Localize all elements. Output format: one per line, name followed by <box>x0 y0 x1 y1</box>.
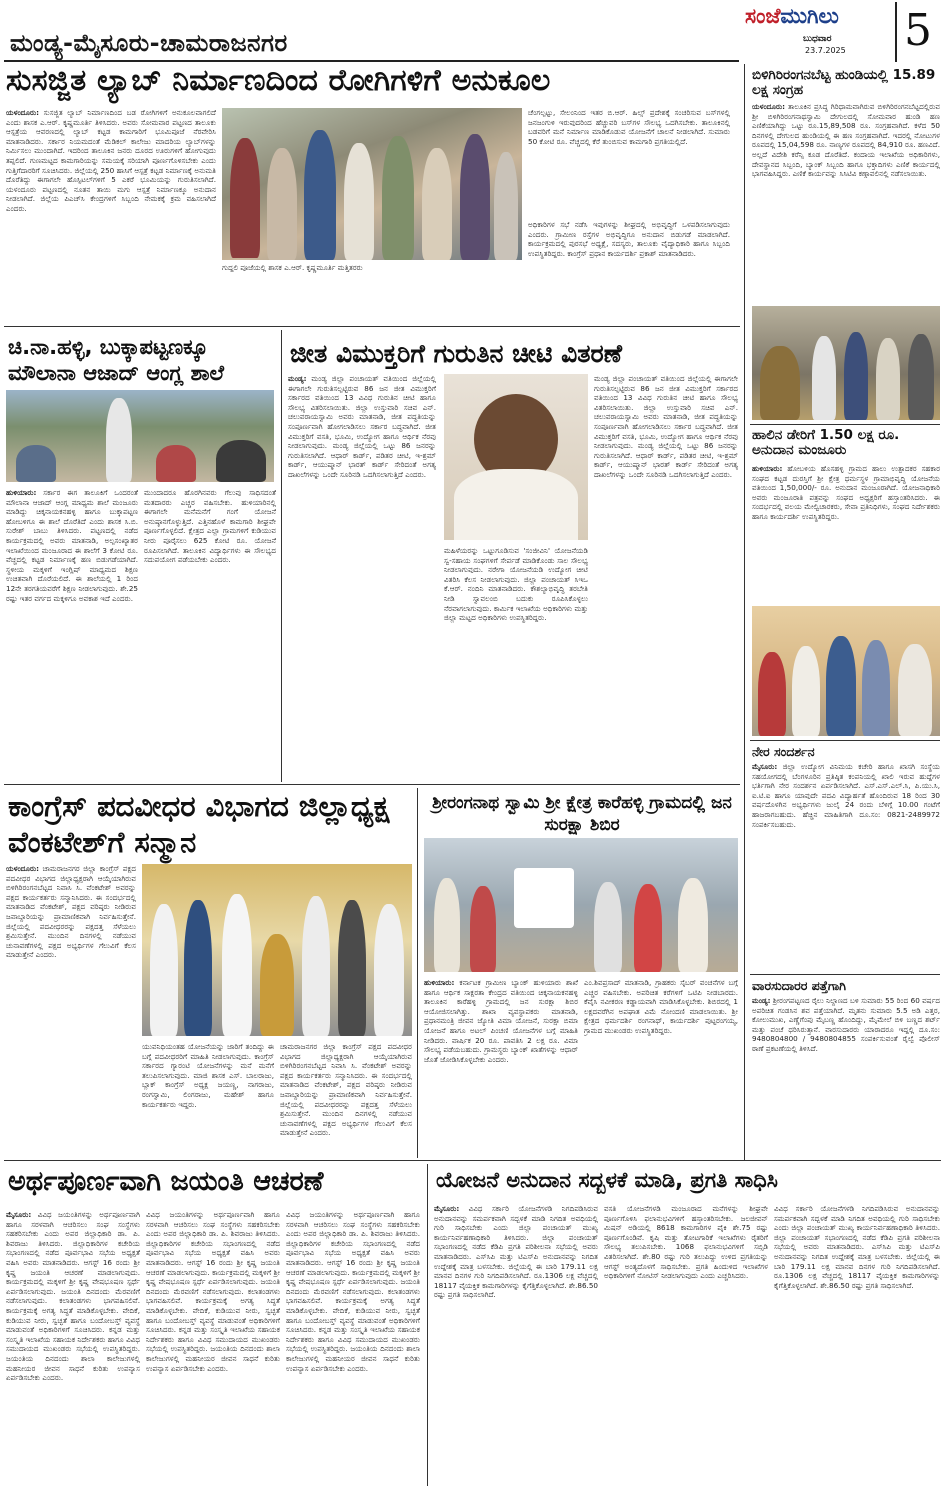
congress-dateline: ಯಳಂದೂರು: <box>6 864 39 873</box>
brief-dairy-text <box>752 464 940 604</box>
camp-body-col2 <box>584 978 738 1154</box>
page-number: 5 <box>895 2 939 62</box>
issue-date: 23.7.2025 <box>805 46 846 55</box>
yojane-body-col2 <box>604 1204 768 1486</box>
rule <box>750 424 940 425</box>
jeeta-dateline: ಮಂಡ್ಯ: <box>288 374 307 383</box>
camp-dateline: ಹುಳಿಯಾರು: <box>424 978 455 987</box>
jayanti-body-col2 <box>146 1210 280 1486</box>
jeeta-body: ಮಂಡ್ಯ ಜಿಲ್ಲಾ ಪಂಚಾಯತ್ ವತಿಯಿಂದ ಜಿಲ್ಲೆಯಲ್ಲಿ ಈಗಾಗಲೇ ಗುರುತಿಸಲ್ಪಟ್ಟಿರುವ 86 ಜನ ಜೀತ ವಿಮುಕ್ತರಿಗೆ ಸರ್ಕಾರದ ವತಿಯಿಂದ 13 ವಿವಿಧ ಗುರುತಿನ ಚೀಟಿ ಹಾಗೂ ಸೌಲಭ್ಯ ವಿತರಿಸಲಾಯಿತು. ಜಿಲ್ಲಾ ಉಸ್ತುವಾರಿ ಸಚಿವ ಎನ್. ಚಲುವರಾಯಸ್ವಾಮಿ ಅವರು ಮಾತನಾಡಿ, ಜೀತ ಪದ್ಧತಿಯನ್ನು ಸಂಪೂರ್ಣವಾಗಿ ಹೋಗಲಾಡಿಸಲು ಸರ್ಕಾರ ಬದ್ಧವಾಗಿದೆ. ಜೀತ ವಿಮುಕ್ತರಿಗೆ ವಸತಿ, ಭೂಮಿ, ಉದ್ಯೋಗ ಹಾಗೂ ಆರ್ಥಿಕ ನೆರವು ನೀಡಲಾಗುವುದು. ಮಂಡ್ಯ ಜಿಲ್ಲೆಯಲ್ಲಿ ಒಟ್ಟು 86 ಜನರನ್ನು ಗುರುತಿಸಲಾಗಿದೆ. ಆಧಾರ್ ಕಾರ್ಡ್, ಪಡಿತರ ಚೀಟಿ, ಇ-ಶ್ರಮ್ ಕಾರ್ಡ್, ಆಯುಷ್ಮಾನ್ ಭಾರತ್ ಕಾರ್ಡ್ ಸೇರಿದಂತೆ ಅಗತ್ಯ ದಾಖಲೆಗಳನ್ನು ಒಂದೇ ಸೂರಿನಡಿ ಒದಗಿಸಲಾಗುತ್ತಿದೆ ಎಂದರು. <box>288 374 436 479</box>
yojane-dateline: ಮೈಸೂರು: <box>434 1204 460 1213</box>
jayanti-body-3: ವಿವಿಧ ಜಯಂತಿಗಳನ್ನು ಅರ್ಥಪೂರ್ಣವಾಗಿ ಹಾಗೂ ಸರಳವಾಗಿ ಆಚರಿಸಲು ಸಂಘ ಸಂಸ್ಥೆಗಳು ಸಹಕರಿಸಬೇಕು ಎಂದು ಅಪರ ಜಿಲ್ಲಾಧಿಕಾರಿ ಡಾ. ಪಿ. ಶಿವರಾಜು ತಿಳಿಸಿದರು. ಜಿಲ್ಲಾಧಿಕಾರಿಗಳ ಕಚೇರಿಯ ಸಭಾಂಗಣದಲ್ಲಿ ನಡೆದ ಪೂರ್ವಭಾವಿ ಸಭೆಯ ಅಧ್ಯಕ್ಷತೆ ವಹಿಸಿ ಅವರು ಮಾತನಾಡಿದರು. ಆಗಸ್ಟ್ 16 ರಂದು ಶ್ರೀ ಕೃಷ್ಣ ಜಯಂತಿ ಆಚರಣೆ ಮಾಡಲಾಗುವುದು. ಕಾರ್ಯಕ್ರಮದಲ್ಲಿ ಮಕ್ಕಳಿಗೆ ಶ್ರೀ ಕೃಷ್ಣ ವೇಷಭೂಷಣ ಸ್ಪರ್ಧೆ ಏರ್ಪಡಿಸಲಾಗುವುದು. ಜಯಂತಿ ದಿನದಂದು ಮೆರವಣಿಗೆ ನಡೆಸಲಾಗುವುದು. ಕಲಾತಂಡಗಳು ಭಾಗವಹಿಸಲಿವೆ. ಕಾರ್ಯಕ್ರಮಕ್ಕೆ ಅಗತ್ಯ ಸಿದ್ಧತೆ ಮಾಡಿಕೊಳ್ಳಬೇಕು. ವೇದಿಕೆ, ಕುಡಿಯುವ ನೀರು, ಸ್ವಚ್ಛತೆ ಹಾಗೂ ಬಂದೋಬಸ್ತ್ ವ್ಯವಸ್ಥೆ ಮಾಡುವಂತೆ ಅಧಿಕಾರಿಗಳಿಗೆ ಸೂಚಿಸಿದರು. ಕನ್ನಡ ಮತ್ತು ಸಂಸ್ಕೃತಿ ಇಲಾಖೆಯ ಸಹಾಯಕ ನಿರ್ದೇಶಕರು ಹಾಗೂ ವಿವಿಧ ಸಮುದಾಯದ ಮುಖಂಡರು ಸಭೆಯಲ್ಲಿ ಉಪಸ್ಥಿತರಿದ್ದರು. ಜಯಂತಿಯ ದಿನದಂದು ಶಾಲಾ ಕಾಲೇಜುಗಳಲ್ಲಿ ಮಹನೀಯರ ಜೀವನ ಸಾಧನೆ ಕುರಿತು ಉಪನ್ಯಾಸ ಏರ್ಪಡಿಸಬೇಕು ಎಂದರು. <box>286 1210 420 1373</box>
jayanti-body-col3 <box>286 1210 420 1486</box>
logo-part-1: ಸಂಜೆ <box>745 4 781 28</box>
camp-body: ಕರ್ನಾಟಕ ಗ್ರಾಮೀಣ ಬ್ಯಾಂಕ್ ಹುಳಿಯಾರು ಶಾಖೆ ಹಾಗೂ ಆರ್ಥಿಕ ಸಾಕ್ಷರತಾ ಕೇಂದ್ರದ ವತಿಯಿಂದ ಚಿಕ್ಕನಾಯಕನಹಳ್ಳಿ ತಾಲೂಕಿನ ಕಾರೆಹಳ್ಳಿ ಗ್ರಾಮದಲ್ಲಿ ಜನ ಸುರಕ್ಷಾ ಶಿಬಿರ ಆಯೋಜಿಸಲಾಗಿತ್ತು. ಶಾಖಾ ವ್ಯವಸ್ಥಾಪಕರು ಮಾತನಾಡಿ, ಪ್ರಧಾನಮಂತ್ರಿ ಜೀವನ ಜ್ಯೋತಿ ವಿಮಾ ಯೋಜನೆ, ಸುರಕ್ಷಾ ಬಿಮಾ ಯೋಜನೆ ಹಾಗೂ ಅಟಲ್ ಪಿಂಚಣಿ ಯೋಜನೆಗಳ ಬಗ್ಗೆ ಮಾಹಿತಿ ನೀಡಿದರು. ವಾರ್ಷಿಕ 20 ರೂ. ಪಾವತಿಸಿ 2 ಲಕ್ಷ ರೂ. ವಿಮಾ ಸೌಲಭ್ಯ ಪಡೆಯಬಹುದು. ಗ್ರಾಮಸ್ಥರು ಬ್ಯಾಂಕ್ ಖಾತೆಗಳನ್ನು ಆಧಾರ್ ಜೊತೆ ಜೋಡಿಸಿಕೊಳ್ಳಬೇಕು ಎಂದರು. <box>424 978 578 1064</box>
jayanti-body-col1 <box>6 1210 140 1486</box>
school-body: ಸರ್ಕಾರ ಈಗ ತಾಲೂಕಿಗೆ ಒಂದರಂತೆ ಮೌಲಾನಾ ಆಜಾದ್ ಆಂಗ್ಲ ಮಾಧ್ಯಮ ಶಾಲೆ ಮಂಜೂರು ಮಾಡಿದ್ದು ಚಿಕ್ಕನಾಯಕನಹಳ್ಳಿ ಹಾಗೂ ಬುಕ್ಕಾಪಟ್ಟಣ ಹೋಬಳಿಗೂ ಈ ಶಾಲೆ ದೊರೆತಿದೆ ಎಂದು ಶಾಸಕ ಸಿ.ಬಿ. ಸುರೇಶ್ ಬಾಬು ತಿಳಿಸಿದರು. ಪಟ್ಟಣದಲ್ಲಿ ನಡೆದ ಕಾರ್ಯಕ್ರಮದಲ್ಲಿ ಅವರು ಮಾತನಾಡಿ, ಅಲ್ಪಸಂಖ್ಯಾತರ ಇಲಾಖೆಯಿಂದ ಮಂಜೂರಾದ ಈ ಶಾಲೆಗೆ 3 ಕೋಟಿ ರೂ. ವೆಚ್ಚದಲ್ಲಿ ಕಟ್ಟಡ ನಿರ್ಮಾಣಕ್ಕೆ ಹಣ ಬಿಡುಗಡೆಯಾಗಿದೆ. ಸ್ಥಳೀಯ ಮಕ್ಕಳಿಗೆ ಇಂಗ್ಲಿಷ್ ಮಾಧ್ಯಮದ ಶಿಕ್ಷಣ ಉಚಿತವಾಗಿ ದೊರೆಯಲಿದೆ. ಈ ಶಾಲೆಯಲ್ಲಿ 1 ರಿಂದ 12ನೇ ತರಗತಿಯವರೆಗೆ ಶಿಕ್ಷಣ ನೀಡಲಾಗುವುದು. ಶೇ.25 ರಷ್ಟು ಇತರ ವರ್ಗದ ಮಕ್ಕಳಿಗೂ ಅವಕಾಶ ಇದೆ ಎಂದರು. <box>6 488 138 603</box>
section-header <box>4 26 739 62</box>
brief-missing-text <box>752 996 940 1156</box>
brief-interview-text <box>752 762 940 968</box>
yojane-body-col3 <box>774 1204 940 1486</box>
logo-part-2: ಮುಗಿಲು <box>780 4 839 28</box>
brief-interview-body: ಜಿಲ್ಲಾ ಉದ್ಯೋಗ ವಿನಿಮಯ ಕಚೇರಿ ಹಾಗೂ ಖಾಸಗಿ ಸಂಸ್ಥೆಯ ಸಹಯೋಗದಲ್ಲಿ ಬೆಂಗಳೂರಿನ ಪ್ರತಿಷ್ಠಿತ ಕಂಪನಿಯಲ್ಲಿ ಖಾಲಿ ಇರುವ ಹುದ್ದೆಗಳ ಭರ್ತಿಗಾಗಿ ನೇರ ಸಂದರ್ಶನ ಏರ್ಪಡಿಸಲಾಗಿದೆ. ಎಸ್.ಎಸ್.ಎಲ್.ಸಿ, ಪಿ.ಯು.ಸಿ, ಐ.ಟಿ.ಐ ಹಾಗೂ ಯಾವುದೇ ಪದವಿ ವಿದ್ಯಾರ್ಹತೆ ಹೊಂದಿರುವ 18 ರಿಂದ 30 ವರ್ಷದೊಳಗಿನ ಅಭ್ಯರ್ಥಿಗಳು ಜುಲೈ 24 ರಂದು ಬೆಳಿಗ್ಗೆ 10.00 ಗಂಟೆಗೆ ಹಾಜರಾಗಬಹುದು. ಹೆಚ್ಚಿನ ಮಾಹಿತಿಗಾಗಿ ದೂ.ಸಂ: 0821-2489972 ಸಂಪರ್ಕಿಸಬಹುದು. <box>752 762 940 829</box>
yojane-body-3: ವಿವಿಧ ಸರ್ಕಾರಿ ಯೋಜನೆಗಳಡಿ ನಿಗದಿಪಡಿಸಿರುವ ಅನುದಾನವನ್ನು ಸಮರ್ಪಕವಾಗಿ ಸದ್ಬಳಕೆ ಮಾಡಿ ನಿಗದಿತ ಅವಧಿಯಲ್ಲಿ ಗುರಿ ಸಾಧಿಸಬೇಕು ಎಂದು ಜಿಲ್ಲಾ ಪಂಚಾಯತ್ ಮುಖ್ಯ ಕಾರ್ಯನಿರ್ವಹಣಾಧಿಕಾರಿ ತಿಳಿಸಿದರು. ಜಿಲ್ಲಾ ಪಂಚಾಯತ್ ಸಭಾಂಗಣದಲ್ಲಿ ನಡೆದ ಕೆಡಿಪಿ ಪ್ರಗತಿ ಪರಿಶೀಲನಾ ಸಭೆಯಲ್ಲಿ ಅವರು ಮಾತನಾಡಿದರು. ಎಸ್‌ಸಿಪಿ ಮತ್ತು ಟಿಎಸ್‌ಪಿ ಅನುದಾನವನ್ನು ನಿಗದಿತ ಉದ್ದೇಶಕ್ಕೆ ಮಾತ್ರ ಬಳಸಬೇಕು. ಜಿಲ್ಲೆಯಲ್ಲಿ ಈ ಬಾರಿ 179.11 ಲಕ್ಷ ಮಾನವ ದಿನಗಳ ಗುರಿ ನಿಗದಿಪಡಿಸಲಾಗಿದೆ. ರೂ.1306 ಲಕ್ಷ ವೆಚ್ಚದಲ್ಲಿ 18117 ವೈಯಕ್ತಿಕ ಕಾಮಗಾರಿಗಳನ್ನು ಕೈಗೆತ್ತಿಕೊಳ್ಳಲಾಗಿದೆ. ಶೇ.86.50 ರಷ್ಟು ಪ್ರಗತಿ ಸಾಧಿಸಲಾಗಿದೆ. <box>774 1204 940 1290</box>
rule <box>4 784 740 785</box>
brief-missing-headline: ವಾರಸುದಾರರ ಪತ್ತೆಗಾಗಿ <box>752 978 846 993</box>
jeeta-body-col2 <box>444 546 588 776</box>
yojane-body: ವಿವಿಧ ಸರ್ಕಾರಿ ಯೋಜನೆಗಳಡಿ ನಿಗದಿಪಡಿಸಿರುವ ಅನುದಾನವನ್ನು ಸಮರ್ಪಕವಾಗಿ ಸದ್ಬಳಕೆ ಮಾಡಿ ನಿಗದಿತ ಅವಧಿಯಲ್ಲಿ ಗುರಿ ಸಾಧಿಸಬೇಕು ಎಂದು ಜಿಲ್ಲಾ ಪಂಚಾಯತ್ ಮುಖ್ಯ ಕಾರ್ಯನಿರ್ವಹಣಾಧಿಕಾರಿ ತಿಳಿಸಿದರು. ಜಿಲ್ಲಾ ಪಂಚಾಯತ್ ಸಭಾಂಗಣದಲ್ಲಿ ನಡೆದ ಕೆಡಿಪಿ ಪ್ರಗತಿ ಪರಿಶೀಲನಾ ಸಭೆಯಲ್ಲಿ ಅವರು ಮಾತನಾಡಿದರು. ಎಸ್‌ಸಿಪಿ ಮತ್ತು ಟಿಎಸ್‌ಪಿ ಅನುದಾನವನ್ನು ನಿಗದಿತ ಉದ್ದೇಶಕ್ಕೆ ಮಾತ್ರ ಬಳಸಬೇಕು. ಜಿಲ್ಲೆಯಲ್ಲಿ ಈ ಬಾರಿ 179.11 ಲಕ್ಷ ಮಾನವ ದಿನಗಳ ಗುರಿ ನಿಗದಿಪಡಿಸಲಾಗಿದೆ. ರೂ.1306 ಲಕ್ಷ ವೆಚ್ಚದಲ್ಲಿ 18117 ವೈಯಕ್ತಿಕ ಕಾಮಗಾರಿಗಳನ್ನು ಕೈಗೆತ್ತಿಕೊಳ್ಳಲಾಗಿದೆ. ಶೇ.86.50 ರಷ್ಟು ಪ್ರಗತಿ ಸಾಧಿಸಲಾಗಿದೆ. <box>434 1204 598 1300</box>
brief-dairy-body: ಹೋಬಳಿಯ ಹೊಸಹಳ್ಳಿ ಗ್ರಾಮದ ಹಾಲು ಉತ್ಪಾದಕರ ಸಹಕಾರ ಸಂಘದ ಕಟ್ಟಡ ದುರಸ್ತಿಗೆ ಶ್ರೀ ಕ್ಷೇತ್ರ ಧರ್ಮಸ್ಥಳ ಗ್ರಾಮಾಭಿವೃದ್ಧಿ ಯೋಜನೆಯ ವತಿಯಿಂದ 1,50,000/- ರೂ. ಅನುದಾನ ಮಂಜೂರಾಗಿದೆ. ಯೋಜನಾಧಿಕಾರಿ ಅವರು ಮಂಜೂರಾತಿ ಪತ್ರವನ್ನು ಸಂಘದ ಅಧ್ಯಕ್ಷರಿಗೆ ಹಸ್ತಾಂತರಿಸಿದರು. ಈ ಸಂದರ್ಭದಲ್ಲಿ ವಲಯ ಮೇಲ್ವಿಚಾರಕರು, ಸೇವಾ ಪ್ರತಿನಿಧಿಗಳು, ಸಂಘದ ನಿರ್ದೇಶಕರು ಹಾಗೂ ಕಾರ್ಯದರ್ಶಿ ಉಪಸ್ಥಿತರಿದ್ದರು. <box>752 464 940 521</box>
lab-caption-text <box>222 263 522 321</box>
rule <box>750 974 940 975</box>
lab-dateline: ಯಳಂದೂರು: <box>6 108 39 117</box>
congress-body-col1 <box>6 864 136 1154</box>
congress-headline: ಕಾಂಗ್ರೆಸ್ ಪದವೀಧರ ವಿಭಾಗದ ಜಿಲ್ಲಾಧ್ಯಕ್ಷ ವೆಂಕಟೇಶ್‌ಗೆ ಸನ್ಮಾನ <box>8 789 390 859</box>
lab-body-col1 <box>6 108 216 322</box>
brief-dairy-headline: ಹಾಲಿನ ಡೇರಿಗೆ 1.50 ಲಕ್ಷ ರೂ. ಅನುದಾನ ಮಂಜೂರು <box>752 427 900 458</box>
school-photo <box>6 390 274 482</box>
brief-interview-headline: ನೇರ ಸಂದರ್ಶನ <box>752 744 815 759</box>
lab-caption: ಗುದ್ದಲಿ ಪೂಜೆಯಲ್ಲಿ ಶಾಸಕ ಎ.ಆರ್. ಕೃಷ್ಣಮೂರ್ತಿ ಮತ್ತಿತರರು <box>222 263 363 272</box>
lab-body-2: ಚೆಂಗಲ್ಪಟ್ಟು, ಸೇಲಂನಿಂದ ಇತರ ಬಿ.ಆರ್. ಹಿಲ್ಸ್ ಪ್ರದೇಶಕ್ಕೆ ಸಂಚರಿಸುವ ಬಸ್‌ಗಳಲ್ಲಿ ಜನಜಂಗುಳಿ ಇರುವುದರಿಂದ ಹೆಚ್ಚುವರಿ ಬಸ್‌ಗಳ ಸೌಲಭ್ಯ ಒದಗಿಸಬೇಕು. ತಾಲೂಕಿನಲ್ಲಿ ಬಡವರಿಗೆ ಮನೆ ನಿರ್ಮಾಣ ಮಾಡಿಕೊಡುವ ಯೋಜನೆಗೆ ಚಾಲನೆ ನೀಡಲಾಗಿದೆ. ಸುಮಾರು 50 ಕೋಟಿ ರೂ. ವೆಚ್ಚದಲ್ಲಿ ಕೆರೆ ತುಂಬಿಸುವ ಕಾಮಗಾರಿ ಪ್ರಗತಿಯಲ್ಲಿದೆ. <box>528 108 730 146</box>
lab-photo <box>222 108 522 260</box>
camp-body-col1 <box>424 978 578 1154</box>
brief-hundi-headline: ಬಿಳಿಗಿರಿರಂಗನಬೆಟ್ಟ ಹುಂಡಿಯಲ್ಲಿ 15.89 ಲಕ್ಷ ಸಂಗ್ರಹ <box>752 67 936 98</box>
school-body-2: ಮುಂದಾದರೂ ಹೊರಗಿನವರು ಗೆಲುವು ಸಾಧಿಸದಂತೆ ಮತದಾರರು ಎಚ್ಚರ ವಹಿಸಬೇಕು. ಹುಳಿಯಾರಿನಲ್ಲಿ ಈಗಾಗಲೇ ಮನೆಮನೆಗೆ ಗಂಗೆ ಯೋಜನೆ ಅನುಷ್ಠಾನಗೊಳ್ಳುತ್ತಿದೆ. ಎತ್ತಿನಹೊಳೆ ಕಾಮಗಾರಿ ಶೀಘ್ರವೇ ಪೂರ್ಣಗೊಳ್ಳಲಿದೆ. ಕ್ಷೇತ್ರದ ಎಲ್ಲಾ ಗ್ರಾಮಗಳಿಗೆ ಕುಡಿಯುವ ನೀರು ಪೂರೈಸಲು 625 ಕೋಟಿ ರೂ. ಯೋಜನೆ ರೂಪಿಸಲಾಗಿದೆ. ತಾಲೂಕಿನ ವಿದ್ಯಾರ್ಥಿಗಳು ಈ ಸೌಲಭ್ಯದ ಸದುಪಯೋಗ ಪಡೆಯಬೇಕು ಎಂದರು. <box>144 488 276 565</box>
congress-body: ಚಾಮರಾಜನಗರ ಜಿಲ್ಲಾ ಕಾಂಗ್ರೆಸ್ ಪಕ್ಷದ ಪದವೀಧರ ವಿಭಾಗದ ಜಿಲ್ಲಾಧ್ಯಕ್ಷರಾಗಿ ಆಯ್ಕೆಯಾಗಿರುವ ಬಿಳಿಗಿರಿರಂಗನಬೆಟ್ಟದ ನಿವಾಸಿ ಸಿ. ವೆಂಕಟೇಶ್ ಅವರನ್ನು ಪಕ್ಷದ ಕಾರ್ಯಕರ್ತರು ಸನ್ಮಾನಿಸಿದರು. ಈ ಸಂದರ್ಭದಲ್ಲಿ ಮಾತನಾಡಿದ ವೆಂಕಟೇಶ್, ಪಕ್ಷದ ವರಿಷ್ಠರು ನೀಡಿರುವ ಜವಾಬ್ದಾರಿಯನ್ನು ಪ್ರಾಮಾಣಿಕವಾಗಿ ನಿರ್ವಹಿಸುತ್ತೇನೆ. ಜಿಲ್ಲೆಯಲ್ಲಿ ಪದವೀಧರರನ್ನು ಪಕ್ಷದತ್ತ ಸೆಳೆಯಲು ಶ್ರಮಿಸುತ್ತೇನೆ. ಮುಂದಿನ ದಿನಗಳಲ್ಲಿ ನಡೆಯುವ ಚುನಾವಣೆಗಳಲ್ಲಿ ಪಕ್ಷದ ಅಭ್ಯರ್ಥಿಗಳ ಗೆಲುವಿಗೆ ಕೆಲಸ ಮಾಡುತ್ತೇನೆ ಎಂದರು. <box>6 864 136 960</box>
brief-hundi-dateline: ಯಳಂದೂರು: <box>752 102 785 111</box>
lab-body-3: ಅಧಿಕಾರಿಗಳ ಸಭೆ ನಡೆಸಿ ಇವುಗಳನ್ನು ಶೀಘ್ರದಲ್ಲಿ ಅಭಿವೃದ್ಧಿಗೆ ಒಳಪಡಿಸಲಾಗುವುದು ಎಂದರು. ಗ್ರಾಮೀಣ ರಸ್ತೆಗಳ ಅಭಿವೃದ್ಧಿಗೂ ಅನುದಾನ ಬಿಡುಗಡೆ ಮಾಡಲಾಗಿದೆ. ಕಾರ್ಯಕ್ರಮದಲ್ಲಿ ಪುರಸಭೆ ಅಧ್ಯಕ್ಷೆ, ಸದಸ್ಯರು, ತಾಲೂಕು ವೈದ್ಯಾಧಿಕಾರಿ ಹಾಗೂ ಸಿಬ್ಬಂದಿ ಉಪಸ್ಥಿತರಿದ್ದರು. ಕಾಂಗ್ರೆಸ್ ಪ್ರಧಾನ ಕಾರ್ಯದರ್ಶಿ ಪ್ರಕಾಶ್ ಮಾತನಾಡಿದರು. <box>528 220 730 258</box>
congress-body-col2 <box>142 1042 274 1154</box>
rule <box>744 64 745 1160</box>
yojane-body-2: ವಸತಿ ಯೋಜನೆಗಳಡಿ ಮಂಜೂರಾದ ಮನೆಗಳನ್ನು ಶೀಘ್ರವೇ ಪೂರ್ಣಗೊಳಿಸಿ ಫಲಾನುಭವಿಗಳಿಗೆ ಹಸ್ತಾಂತರಿಸಬೇಕು. ಜಲಜೀವನ್ ಮಿಷನ್ ಅಡಿಯಲ್ಲಿ 8618 ಕಾಮಗಾರಿಗಳ ಪೈಕಿ ಶೇ.75 ರಷ್ಟು ಪೂರ್ಣಗೊಂಡಿವೆ. ಕೃಷಿ ಮತ್ತು ತೋಟಗಾರಿಕೆ ಇಲಾಖೆಗಳು ರೈತರಿಗೆ ಸೌಲಭ್ಯ ತಲುಪಿಸಬೇಕು. 1068 ಫಲಾನುಭವಿಗಳಿಗೆ ಸಬ್ಸಿಡಿ ವಿತರಿಸಲಾಗಿದೆ. ಶೇ.80 ರಷ್ಟು ಗುರಿ ತಲುಪಿದ್ದು ಉಳಿದ ಪ್ರಗತಿಯನ್ನು ಆಗಸ್ಟ್ ಅಂತ್ಯದೊಳಗೆ ಸಾಧಿಸಬೇಕು. ಪ್ರಗತಿ ಹಿಂದುಳಿದ ಇಲಾಖೆಗಳ ಅಧಿಕಾರಿಗಳಿಗೆ ನೋಟಿಸ್ ನೀಡಲಾಗುವುದು ಎಂದು ಎಚ್ಚರಿಸಿದರು. <box>604 1204 768 1281</box>
lab-body: ಸುಸಜ್ಜಿತ ಲ್ಯಾಬ್ ನಿರ್ಮಾಣದಿಂದ ಬಡ ರೋಗಿಗಳಿಗೆ ಅನುಕೂಲವಾಗಲಿದೆ ಎಂದು ಶಾಸಕ ಎ.ಆರ್. ಕೃಷ್ಣಮೂರ್ತಿ ತಿಳಿಸಿದರು. ಅವರು ಸೋಮವಾರ ಪಟ್ಟಣದ ತಾಲೂಕು ಆಸ್ಪತ್ರೆಯ ಆವರಣದಲ್ಲಿ ಲ್ಯಾಬ್ ಕಟ್ಟಡ ಕಾಮಗಾರಿಗೆ ಭೂಮಿಪೂಜೆ ನೆರವೇರಿಸಿ ಮಾತನಾಡಿದರು. ಸರ್ಕಾರ ನಿಯಮದಂತೆ ಮೆಡಿಕಲ್ ಕಾಲೇಜು ಮಾದರಿಯ ಲ್ಯಾಬ್‌ಗಳನ್ನು ನಿರ್ಮಿಸಲು ಮುಂದಾಗಿದೆ. ಇದರಿಂದ ತಾಲೂಕಿನ ಜನರು ದೂರದ ಊರುಗಳಿಗೆ ಹೋಗುವುದು ತಪ್ಪಲಿದೆ. ಗುಣಮಟ್ಟದ ಕಾಮಗಾರಿಯನ್ನು ಸಮಯಕ್ಕೆ ಸರಿಯಾಗಿ ಪೂರ್ಣಗೊಳಿಸಬೇಕು ಎಂದು ಗುತ್ತಿಗೆದಾರರಿಗೆ ಸೂಚಿಸಿದರು. ಜಿಲ್ಲೆಯಲ್ಲಿ 250 ಹಾಸಿಗೆ ಆಸ್ಪತ್ರೆ ಕಟ್ಟಡ ನಿರ್ಮಾಣಕ್ಕೆ ಅನುಮತಿ ದೊರೆತಿದ್ದು ಈಗಾಗಲೇ ಹೊಸ್ಪಿಟಲ್‌ಗಳಿಗೆ 5 ಎಕರೆ ಭೂಮಿಯನ್ನು ಗುರುತಿಸಲಾಗಿದೆ. ಯಳಂದೂರು ಪಟ್ಟಣದಲ್ಲಿ ನೂತನ ತಾಯಿ ಮಗು ಆಸ್ಪತ್ರೆ ನಿರ್ಮಾಣಕ್ಕೂ ಅನುದಾನ ನೀಡಲಾಗಿದೆ. ಜಿಲ್ಲೆಯ ಪಿಎಚ್‌ಸಿ ಕೇಂದ್ರಗಳಿಗೆ ಸಿಬ್ಬಂದಿ ನೇಮಕಕ್ಕೆ ಕ್ರಮ ವಹಿಸಲಾಗಿದೆ ಎಂದರು. <box>6 108 216 213</box>
school-body-col2 <box>144 488 276 782</box>
brief-interview-dateline: ಮೈಸೂರು: <box>752 762 778 771</box>
camp-body-2: ಎಂ.ಶಿವಪ್ರಸಾದ್ ಮಾತನಾಡಿ, ಗ್ರಾಹಕರು ಸೈಬರ್ ವಂಚನೆಗಳ ಬಗ್ಗೆ ಎಚ್ಚರ ವಹಿಸಬೇಕು. ಅಪರಿಚಿತ ಕರೆಗಳಿಗೆ ಒಟಿಪಿ ನೀಡಬಾರದು. ಕೆವೈಸಿ ನವೀಕರಣ ಕಡ್ಡಾಯವಾಗಿ ಮಾಡಿಸಿಕೊಳ್ಳಬೇಕು. ಶಿಬಿರದಲ್ಲಿ 1 ಲಕ್ಷದವರೆಗಿನ ಅಪಘಾತ ವಿಮೆ ನೋಂದಣಿ ಮಾಡಲಾಯಿತು. ಶ್ರೀ ಕ್ಷೇತ್ರದ ಧರ್ಮದರ್ಶಿ ರಂಗನಾಥ್, ಕಾರ್ಯದರ್ಶಿ ಪುಟ್ಟರಂಗಯ್ಯ, ಗ್ರಾಮದ ಮುಖಂಡರು ಉಪಸ್ಥಿತರಿದ್ದರು. <box>584 978 738 1035</box>
issue-day: ಬುಧವಾರ <box>803 34 832 44</box>
jayanti-headline: ಅರ್ಥಪೂರ್ಣವಾಗಿ ಜಯಂತಿ ಆಚರಣೆ <box>8 1166 324 1197</box>
minister-photo <box>444 374 588 540</box>
section-name: ಮಂಡ್ಯ-ಮೈಸೂರು-ಚಾಮರಾಜನಗರ <box>10 29 288 57</box>
rule <box>281 330 282 782</box>
brief-missing-body: ಶ್ರೀರಂಗಪಟ್ಟಣದ ರೈಲು ನಿಲ್ದಾಣದ ಬಳಿ ಸುಮಾರು 55 ರಿಂದ 60 ವರ್ಷದ ಅಪರಿಚಿತ ಗಂಡಸಿನ ಶವ ಪತ್ತೆಯಾಗಿದೆ. ಮೃತನು ಸುಮಾರು 5.5 ಅಡಿ ಎತ್ತರ, ಕೋಲುಮುಖ, ಎಣ್ಣೆಗೆಂಪು ಮೈಬಣ್ಣ ಹೊಂದಿದ್ದು, ಮೈಮೇಲೆ ಬಿಳಿ ಬಣ್ಣದ ಶರ್ಟ್ ಮತ್ತು ಪಂಚೆ ಧರಿಸಿರುತ್ತಾನೆ. ವಾರಸುದಾರರು ಯಾರಾದರೂ ಇದ್ದಲ್ಲಿ ದೂ.ಸಂ: 9480804800 / 9480804855 ಸಂಪರ್ಕಿಸುವಂತೆ ರೈಲ್ವೆ ಪೊಲೀಸ್ ಠಾಣೆ ಪ್ರಕಟಣೆಯಲ್ಲಿ ತಿಳಿಸಿದೆ. <box>752 996 940 1053</box>
congress-photo <box>142 864 412 1036</box>
hundi-photo <box>752 306 940 420</box>
yojane-headline: ಯೋಜನೆ ಅನುದಾನ ಸದ್ಬಳಕೆ ಮಾಡಿ, ಪ್ರಗತಿ ಸಾಧಿಸಿ <box>436 1168 778 1192</box>
congress-body-3: ಚಾಮರಾಜನಗರ ಜಿಲ್ಲಾ ಕಾಂಗ್ರೆಸ್ ಪಕ್ಷದ ಪದವೀಧರ ವಿಭಾಗದ ಜಿಲ್ಲಾಧ್ಯಕ್ಷರಾಗಿ ಆಯ್ಕೆಯಾಗಿರುವ ಬಿಳಿಗಿರಿರಂಗನಬೆಟ್ಟದ ನಿವಾಸಿ ಸಿ. ವೆಂಕಟೇಶ್ ಅವರನ್ನು ಪಕ್ಷದ ಕಾರ್ಯಕರ್ತರು ಸನ್ಮಾನಿಸಿದರು. ಈ ಸಂದರ್ಭದಲ್ಲಿ ಮಾತನಾಡಿದ ವೆಂಕಟೇಶ್, ಪಕ್ಷದ ವರಿಷ್ಠರು ನೀಡಿರುವ ಜವಾಬ್ದಾರಿಯನ್ನು ಪ್ರಾಮಾಣಿಕವಾಗಿ ನಿರ್ವಹಿಸುತ್ತೇನೆ. ಜಿಲ್ಲೆಯಲ್ಲಿ ಪದವೀಧರರನ್ನು ಪಕ್ಷದತ್ತ ಸೆಳೆಯಲು ಶ್ರಮಿಸುತ್ತೇನೆ. ಮುಂದಿನ ದಿನಗಳಲ್ಲಿ ನಡೆಯುವ ಚುನಾವಣೆಗಳಲ್ಲಿ ಪಕ್ಷದ ಅಭ್ಯರ್ಥಿಗಳ ಗೆಲುವಿಗೆ ಕೆಲಸ ಮಾಡುತ್ತೇನೆ ಎಂದರು. <box>280 1042 412 1138</box>
lab-headline: ಸುಸಜ್ಜಿತ ಲ್ಯಾಬ್ ನಿರ್ಮಾಣದಿಂದ ರೋಗಿಗಳಿಗೆ ಅನುಕೂಲ <box>6 63 551 98</box>
brief-hundi-text <box>752 102 940 302</box>
jeeta-headline: ಜೀತ ವಿಮುಕ್ತರಿಗೆ ಗುರುತಿನ ಚೀಟಿ ವಿತರಣೆ <box>290 339 622 368</box>
camp-photo <box>424 838 738 972</box>
congress-body-col3 <box>280 1042 412 1154</box>
rule <box>417 788 418 1158</box>
school-headline: ಚಿ.ನಾ.ಹಳ್ಳಿ, ಬುಕ್ಕಾಪಟ್ಟಣಕ್ಕೂ ಮೌಲಾನಾ ಆಜಾದ್ ಆಂಗ್ಲ ಶಾಲೆ <box>8 335 224 385</box>
newspaper-logo <box>745 4 839 29</box>
jeeta-body-col1 <box>288 374 436 776</box>
brand-box <box>745 2 940 64</box>
jayanti-dateline: ಮೈಸೂರು: <box>6 1210 32 1219</box>
dairy-photo <box>752 606 940 736</box>
rule <box>750 740 940 741</box>
jayanti-body: ವಿವಿಧ ಜಯಂತಿಗಳನ್ನು ಅರ್ಥಪೂರ್ಣವಾಗಿ ಹಾಗೂ ಸರಳವಾಗಿ ಆಚರಿಸಲು ಸಂಘ ಸಂಸ್ಥೆಗಳು ಸಹಕರಿಸಬೇಕು ಎಂದು ಅಪರ ಜಿಲ್ಲಾಧಿಕಾರಿ ಡಾ. ಪಿ. ಶಿವರಾಜು ತಿಳಿಸಿದರು. ಜಿಲ್ಲಾಧಿಕಾರಿಗಳ ಕಚೇರಿಯ ಸಭಾಂಗಣದಲ್ಲಿ ನಡೆದ ಪೂರ್ವಭಾವಿ ಸಭೆಯ ಅಧ್ಯಕ್ಷತೆ ವಹಿಸಿ ಅವರು ಮಾತನಾಡಿದರು. ಆಗಸ್ಟ್ 16 ರಂದು ಶ್ರೀ ಕೃಷ್ಣ ಜಯಂತಿ ಆಚರಣೆ ಮಾಡಲಾಗುವುದು. ಕಾರ್ಯಕ್ರಮದಲ್ಲಿ ಮಕ್ಕಳಿಗೆ ಶ್ರೀ ಕೃಷ್ಣ ವೇಷಭೂಷಣ ಸ್ಪರ್ಧೆ ಏರ್ಪಡಿಸಲಾಗುವುದು. ಜಯಂತಿ ದಿನದಂದು ಮೆರವಣಿಗೆ ನಡೆಸಲಾಗುವುದು. ಕಲಾತಂಡಗಳು ಭಾಗವಹಿಸಲಿವೆ. ಕಾರ್ಯಕ್ರಮಕ್ಕೆ ಅಗತ್ಯ ಸಿದ್ಧತೆ ಮಾಡಿಕೊಳ್ಳಬೇಕು. ವೇದಿಕೆ, ಕುಡಿಯುವ ನೀರು, ಸ್ವಚ್ಛತೆ ಹಾಗೂ ಬಂದೋಬಸ್ತ್ ವ್ಯವಸ್ಥೆ ಮಾಡುವಂತೆ ಅಧಿಕಾರಿಗಳಿಗೆ ಸೂಚಿಸಿದರು. ಕನ್ನಡ ಮತ್ತು ಸಂಸ್ಕೃತಿ ಇಲಾಖೆಯ ಸಹಾಯಕ ನಿರ್ದೇಶಕರು ಹಾಗೂ ವಿವಿಧ ಸಮುದಾಯದ ಮುಖಂಡರು ಸಭೆಯಲ್ಲಿ ಉಪಸ್ಥಿತರಿದ್ದರು. ಜಯಂತಿಯ ದಿನದಂದು ಶಾಲಾ ಕಾಲೇಜುಗಳಲ್ಲಿ ಮಹನೀಯರ ಜೀವನ ಸಾಧನೆ ಕುರಿತು ಉಪನ್ಯಾಸ ಏರ್ಪಡಿಸಬೇಕು ಎಂದರು. <box>6 1210 140 1383</box>
congress-body-2: ಯುವನಿಧಿಯಂತಹ ಯೋಜನೆಯನ್ನು ಜಾರಿಗೆ ತಂದಿದ್ದು ಈ ಬಗ್ಗೆ ಪದವೀಧರರಿಗೆ ಮಾಹಿತಿ ನೀಡಲಾಗುವುದು. ಕಾಂಗ್ರೆಸ್ ಸರ್ಕಾರದ ಗ್ಯಾರಂಟಿ ಯೋಜನೆಗಳನ್ನು ಮನೆ ಮನೆಗೆ ತಲುಪಿಸಲಾಗುವುದು. ಮಾಜಿ ಶಾಸಕ ಎಸ್. ಬಾಲರಾಜು, ಬ್ಲಾಕ್ ಕಾಂಗ್ರೆಸ್ ಅಧ್ಯಕ್ಷ ಜಯಣ್ಣ, ನಾಗರಾಜು, ರಂಗಸ್ವಾಮಿ, ಲಿಂಗರಾಜು, ಮಹೇಶ್ ಹಾಗೂ ಕಾರ್ಯಕರ್ತರು ಇದ್ದರು. <box>142 1042 274 1109</box>
jayanti-body-2: ವಿವಿಧ ಜಯಂತಿಗಳನ್ನು ಅರ್ಥಪೂರ್ಣವಾಗಿ ಹಾಗೂ ಸರಳವಾಗಿ ಆಚರಿಸಲು ಸಂಘ ಸಂಸ್ಥೆಗಳು ಸಹಕರಿಸಬೇಕು ಎಂದು ಅಪರ ಜಿಲ್ಲಾಧಿಕಾರಿ ಡಾ. ಪಿ. ಶಿವರಾಜು ತಿಳಿಸಿದರು. ಜಿಲ್ಲಾಧಿಕಾರಿಗಳ ಕಚೇರಿಯ ಸಭಾಂಗಣದಲ್ಲಿ ನಡೆದ ಪೂರ್ವಭಾವಿ ಸಭೆಯ ಅಧ್ಯಕ್ಷತೆ ವಹಿಸಿ ಅವರು ಮಾತನಾಡಿದರು. ಆಗಸ್ಟ್ 16 ರಂದು ಶ್ರೀ ಕೃಷ್ಣ ಜಯಂತಿ ಆಚರಣೆ ಮಾಡಲಾಗುವುದು. ಕಾರ್ಯಕ್ರಮದಲ್ಲಿ ಮಕ್ಕಳಿಗೆ ಶ್ರೀ ಕೃಷ್ಣ ವೇಷಭೂಷಣ ಸ್ಪರ್ಧೆ ಏರ್ಪಡಿಸಲಾಗುವುದು. ಜಯಂತಿ ದಿನದಂದು ಮೆರವಣಿಗೆ ನಡೆಸಲಾಗುವುದು. ಕಲಾತಂಡಗಳು ಭಾಗವಹಿಸಲಿವೆ. ಕಾರ್ಯಕ್ರಮಕ್ಕೆ ಅಗತ್ಯ ಸಿದ್ಧತೆ ಮಾಡಿಕೊಳ್ಳಬೇಕು. ವೇದಿಕೆ, ಕುಡಿಯುವ ನೀರು, ಸ್ವಚ್ಛತೆ ಹಾಗೂ ಬಂದೋಬಸ್ತ್ ವ್ಯವಸ್ಥೆ ಮಾಡುವಂತೆ ಅಧಿಕಾರಿಗಳಿಗೆ ಸೂಚಿಸಿದರು. ಕನ್ನಡ ಮತ್ತು ಸಂಸ್ಕೃತಿ ಇಲಾಖೆಯ ಸಹಾಯಕ ನಿರ್ದೇಶಕರು ಹಾಗೂ ವಿವಿಧ ಸಮುದಾಯದ ಮುಖಂಡರು ಸಭೆಯಲ್ಲಿ ಉಪಸ್ಥಿತರಿದ್ದರು. ಜಯಂತಿಯ ದಿನದಂದು ಶಾಲಾ ಕಾಲೇಜುಗಳಲ್ಲಿ ಮಹನೀಯರ ಜೀವನ ಸಾಧನೆ ಕುರಿತು ಉಪನ್ಯಾಸ ಏರ್ಪಡಿಸಬೇಕು ಎಂದರು. <box>146 1210 280 1373</box>
yojane-body-col1 <box>434 1204 598 1486</box>
rule <box>4 1160 941 1161</box>
brief-missing-dateline: ಮಂಡ್ಯ: <box>752 996 771 1005</box>
camp-headline: ಶ್ರೀರಂಗನಾಥ ಸ್ವಾಮಿ ಶ್ರೀ ಕ್ಷೇತ್ರ ಕಾರೆಹಳ್ಳಿ ಗ್ರಾಮದಲ್ಲಿ ಜನ ಸುರಕ್ಷಾ ಶಿಬಿರ <box>432 793 732 835</box>
jeeta-body-col3 <box>594 374 738 776</box>
school-dateline: ಹುಳಿಯಾರು: <box>6 488 37 497</box>
brief-dairy-dateline: ಹುಳಿಯಾರು: <box>752 464 783 473</box>
rule <box>4 326 740 327</box>
school-body-col1 <box>6 488 138 782</box>
lab-body-col3 <box>528 220 730 322</box>
jeeta-body-3: ಮಂಡ್ಯ ಜಿಲ್ಲಾ ಪಂಚಾಯತ್ ವತಿಯಿಂದ ಜಿಲ್ಲೆಯಲ್ಲಿ ಈಗಾಗಲೇ ಗುರುತಿಸಲ್ಪಟ್ಟಿರುವ 86 ಜನ ಜೀತ ವಿಮುಕ್ತರಿಗೆ ಸರ್ಕಾರದ ವತಿಯಿಂದ 13 ವಿವಿಧ ಗುರುತಿನ ಚೀಟಿ ಹಾಗೂ ಸೌಲಭ್ಯ ವಿತರಿಸಲಾಯಿತು. ಜಿಲ್ಲಾ ಉಸ್ತುವಾರಿ ಸಚಿವ ಎನ್. ಚಲುವರಾಯಸ್ವಾಮಿ ಅವರು ಮಾತನಾಡಿ, ಜೀತ ಪದ್ಧತಿಯನ್ನು ಸಂಪೂರ್ಣವಾಗಿ ಹೋಗಲಾಡಿಸಲು ಸರ್ಕಾರ ಬದ್ಧವಾಗಿದೆ. ಜೀತ ವಿಮುಕ್ತರಿಗೆ ವಸತಿ, ಭೂಮಿ, ಉದ್ಯೋಗ ಹಾಗೂ ಆರ್ಥಿಕ ನೆರವು ನೀಡಲಾಗುವುದು. ಮಂಡ್ಯ ಜಿಲ್ಲೆಯಲ್ಲಿ ಒಟ್ಟು 86 ಜನರನ್ನು ಗುರುತಿಸಲಾಗಿದೆ. ಆಧಾರ್ ಕಾರ್ಡ್, ಪಡಿತರ ಚೀಟಿ, ಇ-ಶ್ರಮ್ ಕಾರ್ಡ್, ಆಯುಷ್ಮಾನ್ ಭಾರತ್ ಕಾರ್ಡ್ ಸೇರಿದಂತೆ ಅಗತ್ಯ ದಾಖಲೆಗಳನ್ನು ಒಂದೇ ಸೂರಿನಡಿ ಒದಗಿಸಲಾಗುತ್ತಿದೆ ಎಂದರು. <box>594 374 738 479</box>
rule <box>427 1164 428 1486</box>
jeeta-body-2: ಮಹಿಳೆಯರನ್ನು ಒಟ್ಟುಗೂಡಿಸುವ 'ಸಂಜೀವಿನಿ' ಯೋಜನೆಯಡಿ ಸ್ವ-ಸಹಾಯ ಸಂಘಗಳಿಗೆ ಸೇರ್ಪಡೆ ಮಾಡಿಕೊಂಡು ಸಾಲ ಸೌಲಭ್ಯ ನೀಡಲಾಗುವುದು. ನರೇಗಾ ಯೋಜನೆಯಡಿ ಉದ್ಯೋಗ ಚೀಟಿ ವಿತರಿಸಿ ಕೆಲಸ ನೀಡಲಾಗುವುದು. ಜಿಲ್ಲಾ ಪಂಚಾಯತ್ ಸಿಇಒ ಕೆ.ಆರ್. ನಂದಿನಿ ಮಾತನಾಡಿದರು. ಕೌಶಲ್ಯಾಭಿವೃದ್ಧಿ ತರಬೇತಿ ನೀಡಿ ಸ್ವಾವಲಂಬಿ ಬದುಕು ರೂಪಿಸಿಕೊಳ್ಳಲು ನೆರವಾಗಲಾಗುವುದು. ಕಾರ್ಮಿಕ ಇಲಾಖೆಯ ಅಧಿಕಾರಿಗಳು ಮತ್ತು ಜಿಲ್ಲಾ ಮಟ್ಟದ ಅಧಿಕಾರಿಗಳು ಉಪಸ್ಥಿತರಿದ್ದರು. <box>444 546 588 623</box>
brief-hundi-body: ತಾಲೂಕಿನ ಪ್ರಸಿದ್ಧ ಗಿರಿಧಾಮವಾಗಿರುವ ಬಿಳಿಗಿರಿರಂಗನಬೆಟ್ಟದಲ್ಲಿರುವ ಶ್ರೀ ಬಿಳಿಗಿರಿರಂಗನಾಥಸ್ವಾಮಿ ದೇಗುಲದಲ್ಲಿ ಸೋಮವಾರ ಹುಂಡಿ ಹಣ ಎಣಿಕೆಯಾಗಿದ್ದು ಒಟ್ಟು ರೂ.15,89,508 ರೂ. ಸಂಗ್ರಹವಾಗಿದೆ. ಕಳೆದ 50 ದಿನಗಳಲ್ಲಿ ದೇಗುಲದ ಹುಂಡಿಯಲ್ಲಿ ಈ ಹಣ ಸಂಗ್ರಹವಾಗಿದೆ. ಇದರಲ್ಲಿ ನೋಟುಗಳ ರೂಪದಲ್ಲಿ 15,04,598 ರೂ. ನಾಣ್ಯಗಳ ರೂಪದಲ್ಲಿ 84,910 ರೂ. ಹಣವಿದೆ. ಅಲ್ಲದೆ ವಿದೇಶಿ ಕರೆನ್ಸಿ ಕೂಡ ದೊರೆತಿದೆ. ಕಂದಾಯ ಇಲಾಖೆಯ ಅಧಿಕಾರಿಗಳು, ದೇವಸ್ಥಾನದ ಸಿಬ್ಬಂದಿ, ಬ್ಯಾಂಕ್ ಸಿಬ್ಬಂದಿ ಹಾಗೂ ಭಕ್ತಾದಿಗಳು ಎಣಿಕೆ ಕಾರ್ಯದಲ್ಲಿ ಭಾಗವಹಿಸಿದ್ದರು. ಎಣಿಕೆ ಕಾರ್ಯವನ್ನು ಸಿಸಿಟಿವಿ ಕಣ್ಗಾವಲಿನಲ್ಲಿ ನಡೆಸಲಾಯಿತು. <box>752 102 940 179</box>
